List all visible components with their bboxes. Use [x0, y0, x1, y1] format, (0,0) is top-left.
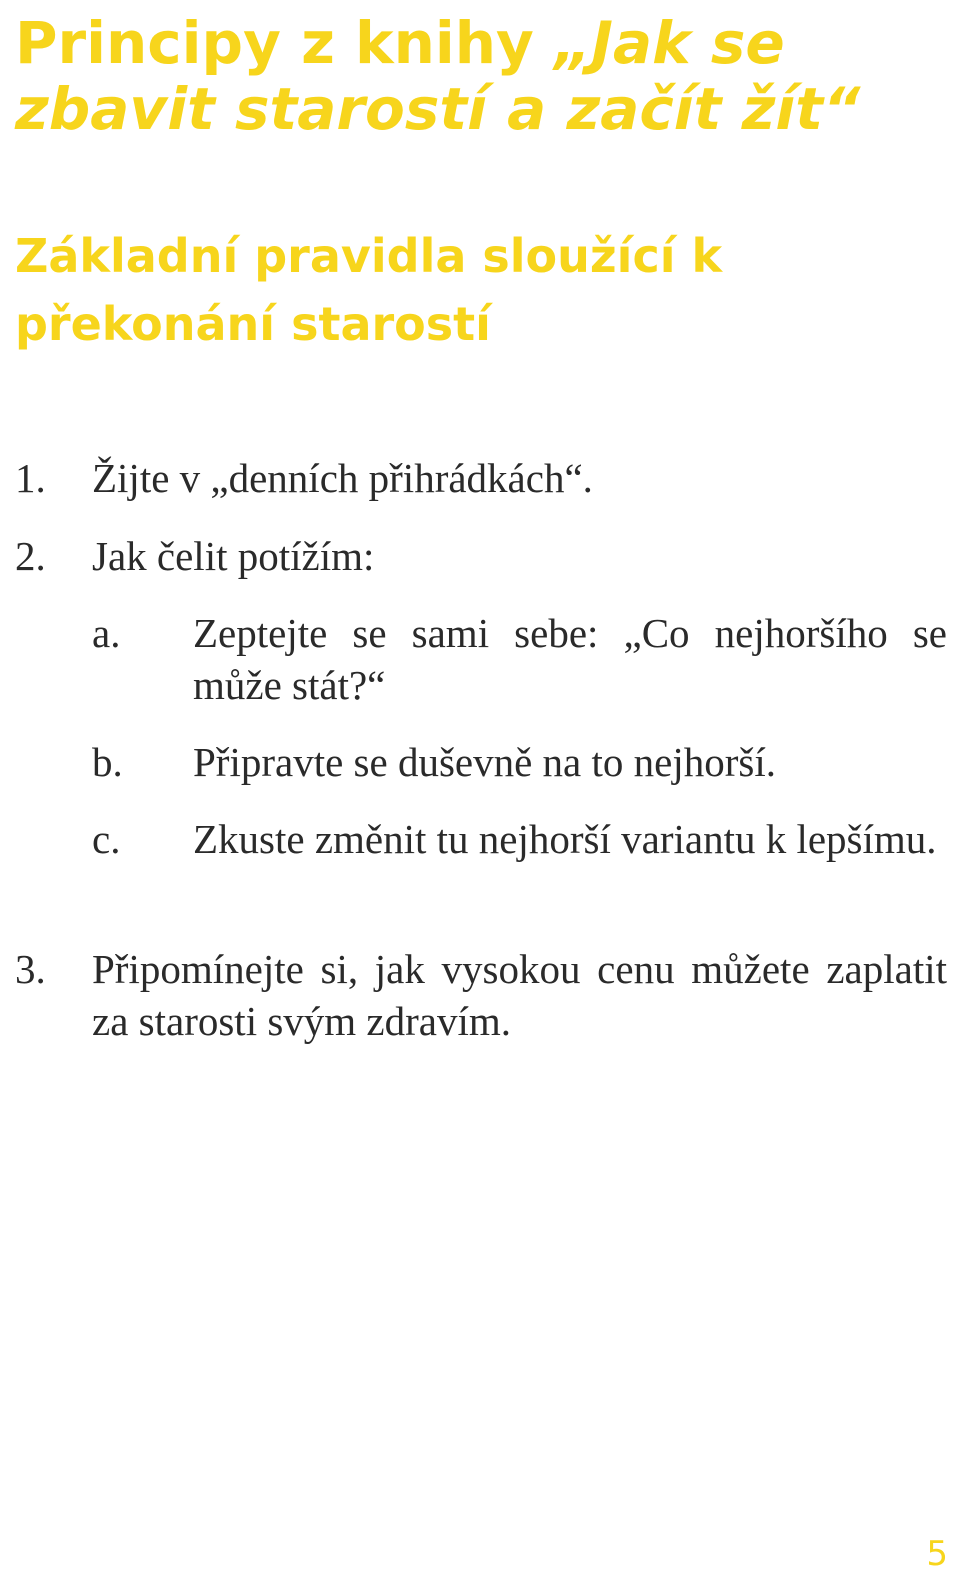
section-subtitle: Základní pravidla sloužící k překonání starostí — [15, 229, 723, 351]
sublist-item-a: Zeptejte se sami sebe: „Co nejhoršího se může stát?“ — [193, 610, 947, 708]
sublist-letter-b: b. — [92, 739, 123, 785]
list-number-2: 2. — [15, 533, 46, 579]
page-title — [15, 10, 945, 142]
sublist-letter-a: a. — [92, 610, 121, 656]
list-item-1: Žijte v „denních přihrádkách“. — [92, 455, 593, 501]
list-number-1: 1. — [15, 455, 46, 501]
sublist-letter-c: c. — [92, 816, 121, 862]
title-book-name: „Jak se zbavit starostí a začít žít“ — [15, 9, 861, 143]
list-number-3: 3. — [15, 946, 46, 992]
sublist-item-b: Připravte se duševně na to nejhorší. — [193, 739, 776, 785]
list-item-2: Jak čelit potížím: — [92, 533, 375, 579]
title-regular: Principy z knihy — [15, 9, 555, 77]
list-item-3: Připomínejte si, jak vysokou cenu můžete zaplatit za starosti svým zdravím. — [92, 946, 947, 1044]
sublist-item-c: Zkuste změnit tu nejhorší variantu k lepšímu. — [193, 816, 937, 862]
page-number: 5 — [926, 1534, 948, 1574]
